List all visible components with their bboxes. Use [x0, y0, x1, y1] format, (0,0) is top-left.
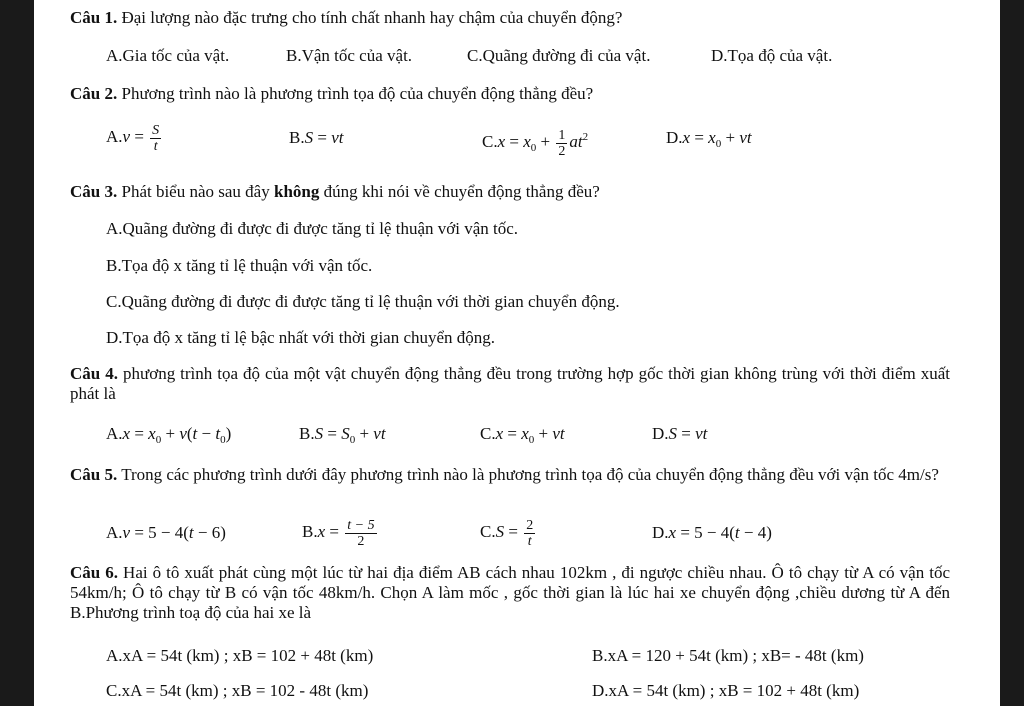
q3-option-d: D.Tọa độ x tăng tỉ lệ bậc nhất với thời gian chuyển động. [106, 328, 496, 347]
q2-option-b: B.S = vt [289, 128, 344, 147]
q1-option-d: D.Tọa độ của vật. [711, 46, 833, 65]
q5-option-b-prefix: B. [302, 522, 318, 541]
q2-option-c-prefix: C. [482, 132, 498, 151]
question-3-label: Câu 3. [70, 182, 118, 201]
q2-option-d: $D.x = x_0$ + vt [666, 128, 752, 150]
question-5 [70, 465, 950, 485]
q4-option-b-prefix: B. [299, 424, 315, 443]
q5-option-c-prefix: C. [480, 522, 496, 541]
q4-option-a-prefix: A. [106, 424, 123, 443]
q4-option-c-prefix: C. [480, 424, 496, 443]
q4-option-c: $C.x = x_0$ + vt [480, 424, 565, 446]
q4-option-d: D.S = vt [652, 424, 708, 443]
q5-option-b: B.x = $\frac{t - 5}{2}$ [302, 517, 375, 549]
q6-option-a: A.xA = 54t (km) ; xB = 102 + 48t (km) [106, 646, 374, 665]
q2-option-d-prefix: D. [666, 128, 683, 147]
q5-option-a-prefix: A. [106, 523, 123, 542]
question-1 [70, 8, 622, 28]
q6-option-d: D.xA = 54t (km) ; xB = 102 + 48t (km) [592, 681, 860, 700]
q1-option-a: A.Gia tốc của vật. [106, 46, 230, 65]
q4-option-b: $B.S = S_0$ + vt [299, 424, 386, 446]
question-4-text: phương trình tọa độ của một vật chuyển động thẳng đều trong trường hợp gốc thời gian không trùng với thời điểm xuất phát là [70, 364, 951, 403]
q2-option-b-prefix: B. [289, 128, 305, 147]
question-3-text-after: đúng khi nói về chuyển động thẳng đều? [323, 182, 600, 201]
question-6-text: Hai ô tô xuất phát cùng một lúc từ hai địa điểm AB cách nhau 102km , đi ngược chiều nhau. Ô tô chạy từ A có vận tốc 54km/h; Ô tô chạy từ B có vận tốc 48km/h. Chọn A làm mốc , gốc thời gian là lúc hai xe chuyển động ,chiều dương từ A đến B.Phương trình toạ độ của hai xe là [70, 563, 951, 622]
q5-option-d: D.x = 5 − 4(t − 4) [652, 523, 772, 542]
fraction: $\frac{1}{2}$ [558, 127, 566, 159]
q3-option-a: A.Quãng đường đi được đi được tăng tỉ lệ thuận với vận tốc. [106, 219, 519, 238]
question-6-label: Câu 6. [70, 563, 119, 582]
q5-option-a: A.v = 5 − 4(t − 6) [106, 523, 226, 542]
q2-option-a-prefix: A. [106, 127, 123, 146]
question-3 [70, 182, 600, 202]
question-5-text: Trong các phương trình dưới đây phương trình nào là phương trình tọa độ của chuyển động thẳng đều với vận tốc 4m/s? [121, 465, 939, 484]
q6-option-c: C.xA = 54t (km) ; xB = 102 - 48t (km) [106, 681, 369, 700]
q5-option-d-prefix: D. [652, 523, 669, 542]
document-page [34, 0, 1000, 706]
fraction: $\frac{t - 5}{2}$ [347, 517, 375, 549]
fraction: $\frac{S}{t}$ [152, 122, 160, 154]
fraction: $\frac{2}{t}$ [526, 517, 534, 549]
question-6 [70, 563, 950, 623]
question-4-label: Câu 4. [70, 364, 118, 383]
question-1-label: Câu 1. [70, 8, 118, 27]
question-2 [70, 84, 593, 104]
question-2-text: Phương trình nào là phương trình tọa độ của chuyển động thẳng đều? [121, 84, 594, 103]
q2-option-c: $C.x = x_0$ + $\frac{1}{2}$ $at^2$ [482, 127, 589, 159]
q4-option-a: $A.x = x_0 + v(t - t_0)$ [106, 424, 232, 446]
question-5-label: Câu 5. [70, 465, 118, 484]
q6-option-b: B.xA = 120 + 54t (km) ; xB= - 48t (km) [592, 646, 864, 665]
question-3-text-bold: không [273, 182, 320, 201]
q5-option-c: C.S = $\frac{2}{t}$ [480, 517, 534, 549]
q1-option-c: C.Quãng đường đi của vật. [467, 46, 651, 65]
q3-option-b: B.Tọa độ x tăng tỉ lệ thuận với vận tốc. [106, 256, 373, 275]
question-4 [70, 364, 950, 404]
question-1-text: Đại lượng nào đặc trưng cho tính chất nhanh hay chậm của chuyển động? [121, 8, 623, 27]
question-2-label: Câu 2. [70, 84, 118, 103]
q3-option-c: C.Quãng đường đi được đi được tăng tỉ lệ thuận với thời gian chuyển động. [106, 292, 620, 311]
q1-option-b: B.Vận tốc của vật. [286, 46, 413, 65]
q2-option-a: A.v = $\frac{S}{t}$ [106, 122, 160, 154]
question-3-text-before: Phát biểu nào sau đây [121, 182, 270, 201]
q4-option-d-prefix: D. [652, 424, 669, 443]
